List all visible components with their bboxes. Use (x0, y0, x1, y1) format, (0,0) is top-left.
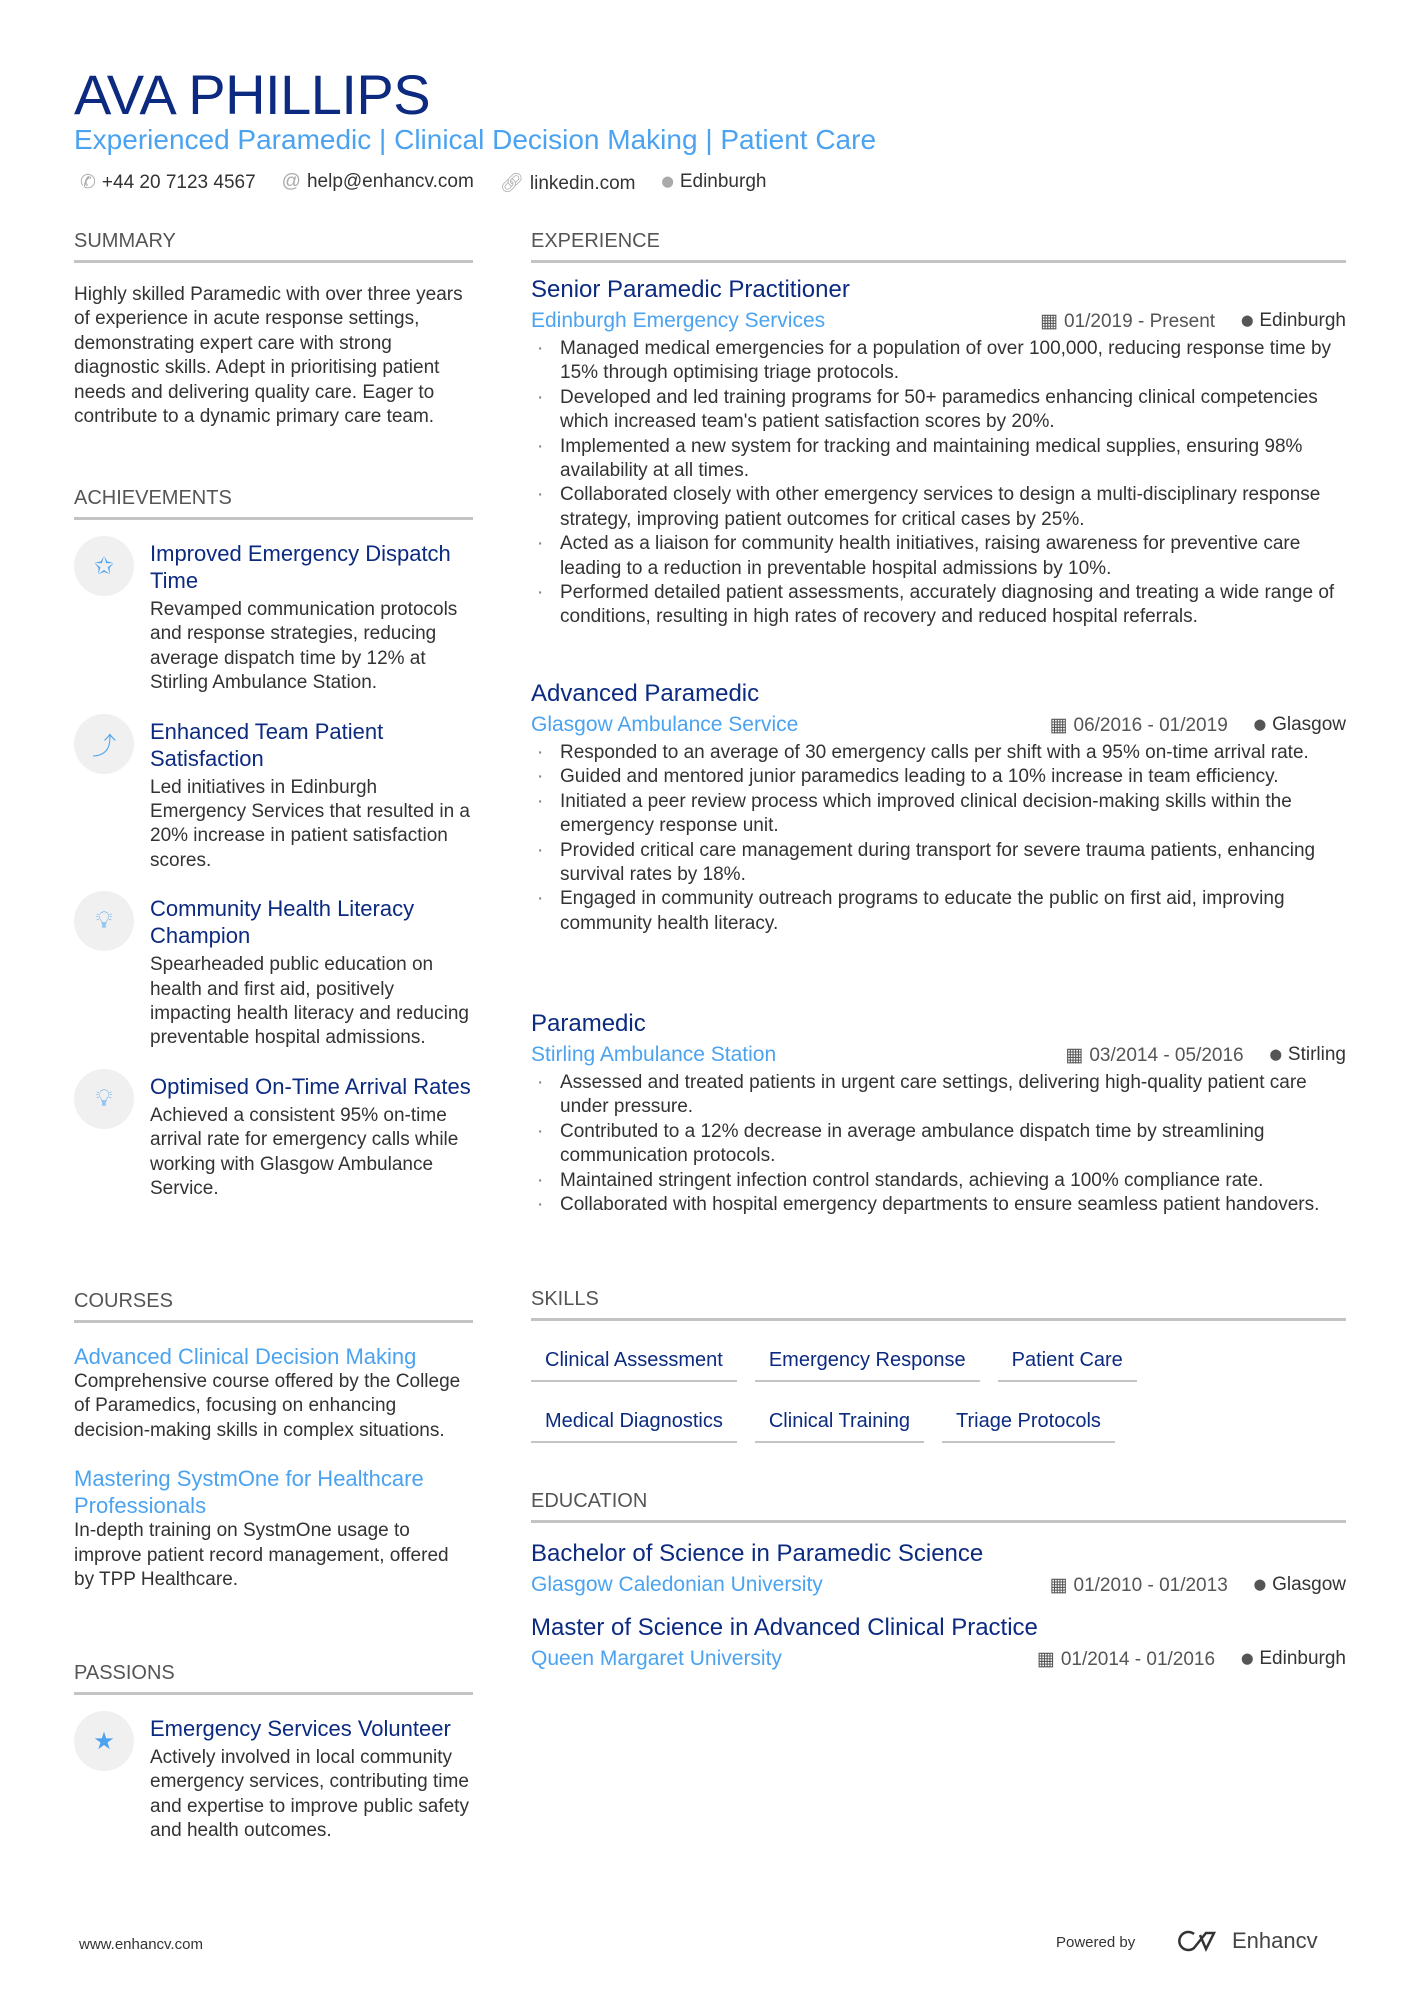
passion-title: Emergency Services Volunteer (150, 1716, 451, 1741)
achievement-item (74, 1073, 473, 1202)
job-location: Edinburgh (1259, 309, 1346, 331)
job-bullet: · Engaged in community outreach programs to educate the public on first aid, improving community health literacy. (531, 887, 1346, 936)
contact-bar (80, 171, 766, 195)
star-icon: ✩ (74, 536, 134, 596)
achievement-description: Led initiatives in Edinburgh Emergency Services that resulted in a 20% increase in patient satisfaction scores. (150, 776, 470, 871)
section-title: EDUCATION (531, 1490, 1346, 1523)
company-name: Edinburgh Emergency Services (531, 309, 826, 332)
section-title: PASSIONS (74, 1662, 473, 1695)
education-dates: 01/2014 - 01/2016 (1060, 1648, 1216, 1670)
education-entry (531, 1611, 1346, 1673)
contact-link[interactable]: 🔗︎ linkedin.com (499, 173, 636, 194)
achievement-title: Enhanced Team Patient Satisfaction (150, 718, 384, 771)
passion-item (74, 1715, 473, 1844)
summary-text: Highly skilled Paramedic with over three years of experience in acute response settings, demonstrating expert care with strong diagnostic skills. Adept in prioritising patient needs and delivering quality care. Eager to contribute to a dynamic primary care team. (74, 284, 463, 428)
job-bullet: · Contributed to a 12% decrease in average ambulance dispatch time by streamlining communication protocols. (531, 1120, 1346, 1169)
achievement-description: Achieved a consistent 95% on-time arrival rate for emergency calls while working with Glasgow Ambulance Service. (150, 1104, 459, 1200)
footer-powered-by: Powered by (1056, 1934, 1136, 1951)
job-bullet: · Initiated a peer review process which improved clinical decision-making skills within the emergency response unit. (531, 790, 1346, 839)
achievement-item (74, 540, 473, 696)
job-bullet: · Provided critical care management during transport for severe trauma patients, enhancing survival rates by 18%. (531, 839, 1346, 888)
passion-description: Actively involved in local community emergency services, contributing time and expertise to improve public safety and health outcomes. (150, 1747, 469, 1842)
calendar-icon: ▦ (1049, 1574, 1068, 1596)
location-icon: ⬤ (661, 176, 674, 189)
school-name: Glasgow Caledonian University (531, 1573, 823, 1596)
job-bullet: · Guided and mentored junior paramedics leading to a 10% increase in team efficiency. (531, 765, 1346, 789)
location-icon: ⬤ (1241, 314, 1254, 327)
skill-tag: Patient Care (998, 1343, 1137, 1382)
achievement-title: Improved Emergency Dispatch Time (150, 541, 451, 593)
school-name: Queen Margaret University (531, 1647, 782, 1670)
skill-tag: Clinical Assessment (531, 1343, 737, 1382)
achievement-title: Community Health Literacy Champion (150, 896, 415, 949)
job-bullet: · Responded to an average of 30 emergency calls per shift with a 95% on-time arrival rate. (531, 741, 1346, 765)
section-title: SKILLS (531, 1288, 1346, 1321)
summary-section (74, 230, 473, 429)
job-bullet: · Collaborated with hospital emergency departments to ensure seamless patient handovers. (531, 1193, 1346, 1217)
contact-phone[interactable]: ✆ +44 20 7123 4567 (80, 172, 256, 193)
at-icon: @ (281, 171, 301, 192)
job-title: Senior Paramedic Practitioner (531, 276, 850, 303)
location-icon: ⬤ (1269, 1048, 1282, 1061)
star-icon: ★ (74, 1711, 134, 1771)
job-dates: 06/2016 - 01/2019 (1073, 714, 1228, 736)
job-title: Advanced Paramedic (531, 680, 760, 707)
job-bullets (531, 337, 1346, 630)
job-bullet: · Implemented a new system for tracking and maintaining medical supplies, ensuring 98% availability at all times. (531, 435, 1346, 484)
company-name: Stirling Ambulance Station (531, 1043, 777, 1066)
job-bullet: · Maintained stringent infection control standards, achieving a 100% compliance rate. (531, 1169, 1346, 1193)
skills-section (531, 1288, 1346, 1443)
headline: Experienced Paramedic | Clinical Decision Making | Patient Care (74, 124, 877, 155)
job-bullets (531, 1071, 1346, 1217)
job-bullet: · Performed detailed patient assessments, accurately diagnosing and treating a wide range of conditions, resulting in high rates of recovery and reduced hospital referrals. (531, 581, 1346, 630)
job-bullet: · Managed medical emergencies for a population of over 100,000, reducing response time by 15% through optimising triage protocols. (531, 337, 1346, 386)
education-location: Edinburgh (1259, 1647, 1346, 1669)
course-description: Comprehensive course offered by the College of Paramedics, focusing on enhancing decision-making skills in complex situations. (74, 1371, 461, 1441)
candidate-name: AVA PHILLIPS (74, 63, 431, 126)
lightbulb-icon: 💡︎ (74, 1069, 134, 1129)
skill-tag: Emergency Response (755, 1343, 980, 1382)
job-dates: 03/2014 - 05/2016 (1089, 1044, 1244, 1066)
course-title: Advanced Clinical Decision Making (74, 1344, 417, 1369)
course-description: In-depth training on SystmOne usage to improve patient record management, offered by TPP Healthcare. (74, 1520, 449, 1591)
education-dates: 01/2010 - 01/2013 (1073, 1574, 1228, 1596)
passions-section (74, 1662, 473, 1866)
section-title: ACHIEVEMENTS (74, 487, 473, 520)
link-icon: 🔗︎ (499, 173, 524, 194)
course-item (74, 1465, 473, 1592)
job-entry (531, 677, 1346, 936)
education-entry (531, 1537, 1346, 1599)
achievement-item (74, 718, 473, 874)
job-bullet: · Acted as a liaison for community health initiatives, raising awareness for preventive care leading to a reduction in preventable hospital admissions by 10%. (531, 532, 1346, 581)
job-bullet: · Developed and led training programs for 50+ paramedics enhancing clinical competencies which increased team's patient satisfaction scores by 20%. (531, 386, 1346, 435)
achievement-description: Revamped communication protocols and response strategies, reducing average dispatch time by 12% at Stirling Ambulance Station. (150, 599, 458, 694)
achievement-item (74, 895, 473, 1051)
course-item (74, 1343, 473, 1443)
job-bullets (531, 741, 1346, 936)
job-location: Glasgow (1272, 713, 1346, 735)
achievement-description: Spearheaded public education on health and first aid, positively impacting health literacy and reducing preventable hospital admissions. (150, 954, 469, 1049)
job-title: Paramedic (531, 1010, 646, 1037)
section-title: COURSES (74, 1290, 473, 1323)
contact-location: ⬤ Edinburgh (661, 171, 767, 192)
degree: Master of Science in Advanced Clinical Practice (531, 1614, 1038, 1641)
contact-email[interactable]: @ help@enhancv.com (281, 171, 474, 192)
job-entry (531, 273, 1346, 630)
achievement-title: Optimised On-Time Arrival Rates (150, 1073, 471, 1099)
experience-section (531, 230, 1346, 263)
job-entry (531, 1007, 1346, 1217)
skill-tag: Medical Diagnostics (531, 1404, 737, 1443)
lightbulb-icon: 💡︎ (74, 891, 134, 951)
degree: Bachelor of Science in Paramedic Science (531, 1540, 984, 1567)
strategy-icon: ⤴ (74, 714, 134, 774)
location-icon: ⬤ (1241, 1652, 1254, 1665)
phone-icon: ✆ (80, 172, 96, 193)
education-location: Glasgow (1272, 1573, 1346, 1595)
location-icon: ⬤ (1253, 718, 1267, 731)
job-location: Stirling (1287, 1043, 1346, 1065)
skill-tag: Clinical Training (755, 1404, 924, 1443)
job-bullet: · Collaborated closely with other emergency services to design a multi-disciplinary response strategy, improving patient outcomes for critical cases by 25%. (531, 483, 1346, 532)
company-name: Glasgow Ambulance Service (531, 713, 799, 736)
courses-section (74, 1290, 473, 1614)
calendar-icon: ▦ (1065, 1044, 1084, 1066)
calendar-icon: ▦ (1040, 310, 1059, 332)
course-title: Mastering SystmOne for Healthcare Professionals (74, 1466, 424, 1519)
achievements-section (74, 487, 473, 1224)
enhancv-logo-icon (1176, 1929, 1222, 1953)
section-title: EXPERIENCE (531, 230, 1346, 263)
footer-website[interactable]: www.enhancv.com (79, 1936, 203, 1953)
skill-tag: Triage Protocols (942, 1404, 1115, 1443)
section-title: SUMMARY (74, 230, 473, 263)
location-icon: ⬤ (1253, 1578, 1267, 1591)
enhancv-logo[interactable]: Enhancv (1176, 1928, 1318, 1954)
job-bullet: · Assessed and treated patients in urgent care settings, delivering high-quality patient care under pressure. (531, 1071, 1346, 1120)
calendar-icon: ▦ (1036, 1648, 1055, 1670)
calendar-icon: ▦ (1049, 714, 1068, 736)
job-dates: 01/2019 - Present (1064, 310, 1216, 332)
education-section (531, 1490, 1346, 1685)
